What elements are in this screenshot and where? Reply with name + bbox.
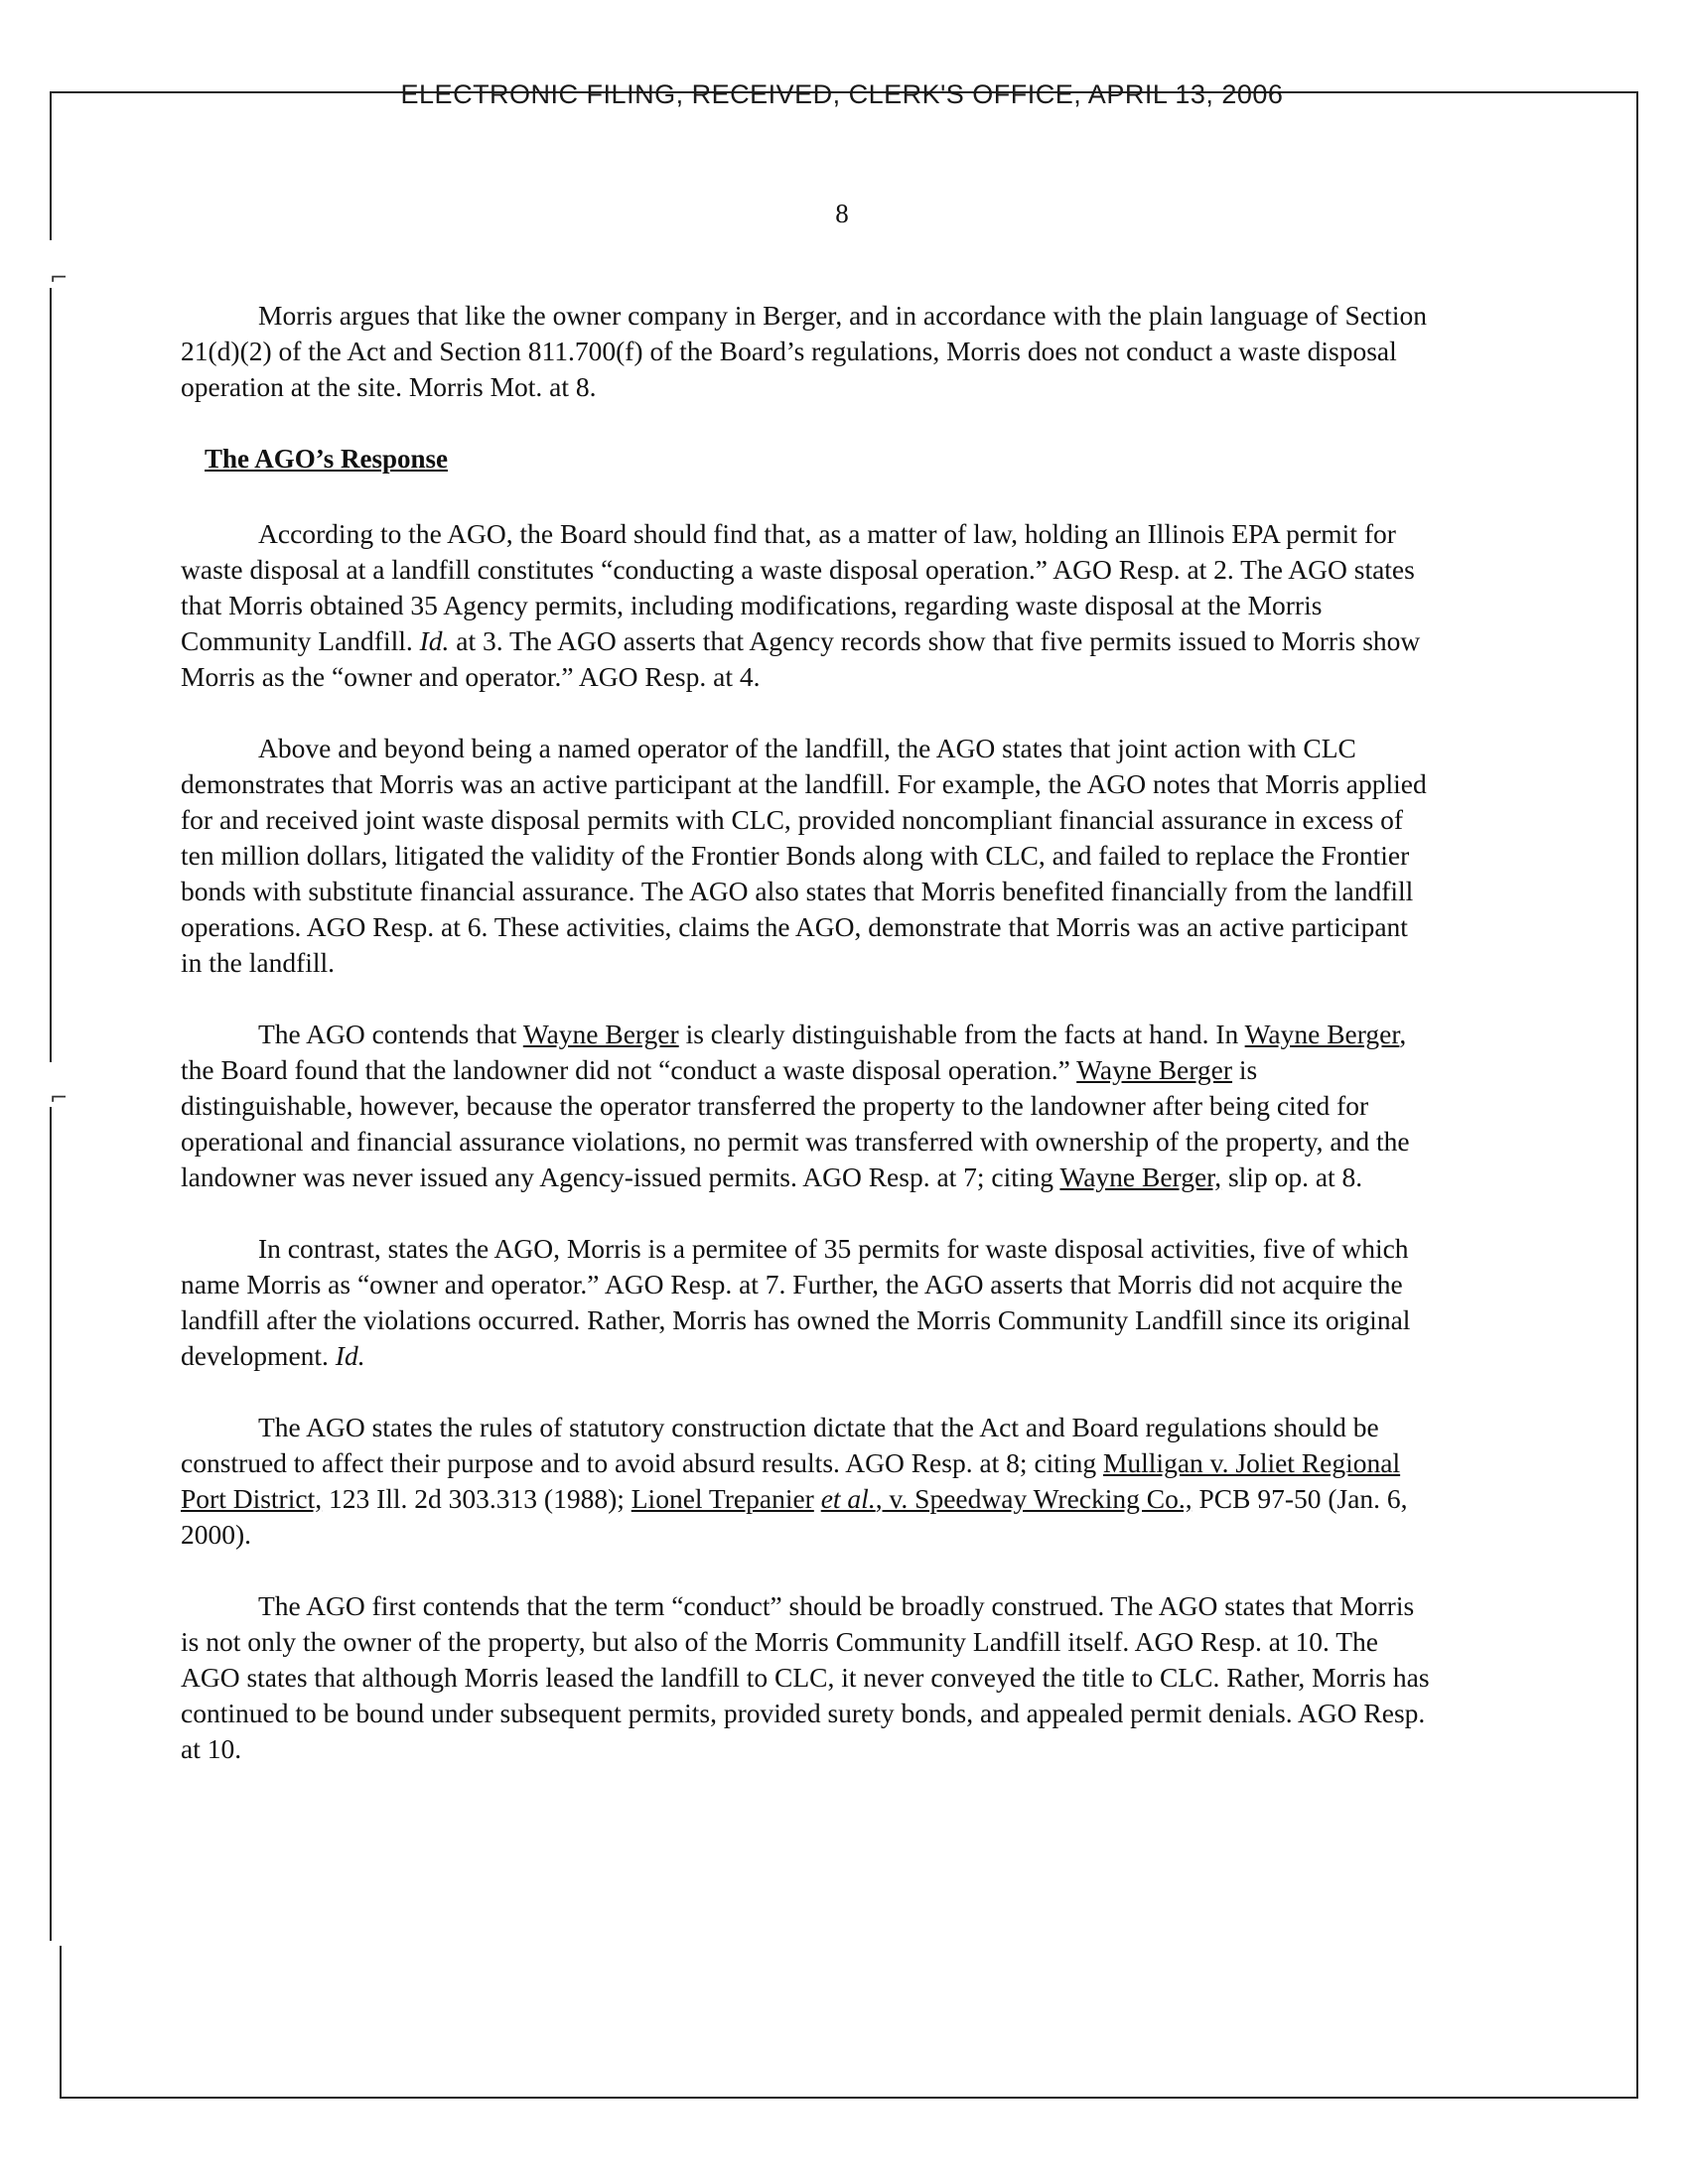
paragraph-text: is distinguishable, however, because the operator transferred the property to the landowner after being cited for operational and financial assurance violations, no permit was transferred with ownership of the property, and the landowner was never issued any Agency-issued permits. AGO Resp. at 7; citing <box>181 1054 1410 1192</box>
page-frame-left <box>50 288 52 1062</box>
case-citation: , v. Speedway Wrecking Co., <box>875 1483 1193 1514</box>
paragraph-conduct-construed: The AGO first contends that the term “conduct” should be broadly construed. The AGO states that Morris is not only the owner of the property, but also of the Morris Community Landfill itself. AGO Resp. at 10. The AGO states that although Morris leased the landfill to CLC, it never conveyed the title to CLC. Rather, Morris has continued to be bound under subsequent permits, provided surety bonds, and appealed permit denials. AGO Resp. at 10. <box>181 1590 1430 1764</box>
case-citation: Lionel Trepanier <box>631 1483 814 1514</box>
binder-hole-mark: ⌐ <box>50 1086 69 1111</box>
binder-hole-mark: ⌐ <box>50 266 69 291</box>
paragraph-text: slip op. at 8. <box>1221 1161 1363 1192</box>
paragraph-contrast <box>181 1231 1432 1374</box>
section-heading: The AGO’s Response <box>205 444 449 474</box>
page-frame-right <box>1636 91 1638 2097</box>
paragraph-text: In contrast, states the AGO, Morris is a permitee of 35 permits for waste disposal activities, five of which name Morris as “owner and operator.” AGO Resp. at 7. Further, the AGO asserts that Morris did not acquire the landfill after the violations occurred. Rather, Morris has owned the Morris Community Landfill since its original development. <box>181 1233 1411 1371</box>
case-citation: Wayne Berger, <box>1059 1161 1222 1192</box>
paragraph-text: According to the AGO, the Board should find that, as a matter of law, holding an Illinois EPA permit for waste disposal at a landfill constitutes “conducting a waste disposal operation.” AGO Resp. at 2. The AGO states that Morris obtained 35 Agency permits, including modifications, regarding waste disposal at the Morris Community Landfill. <box>181 518 1415 656</box>
id-citation: Id. <box>335 1340 365 1371</box>
paragraph-morris-argument: Morris argues that like the owner company in Berger, and in accordance with the plain language of Section 21(d)(2) of the Act and Section 811.700(f) of the Board’s regulations, Morris does not conduct a waste disposal operation at the site. Morris Mot. at 8. <box>181 300 1427 402</box>
document-body <box>181 298 1432 1803</box>
case-citation: Wayne Berger <box>1076 1054 1233 1085</box>
paragraph-active-participant: Above and beyond being a named operator of the landfill, the AGO states that joint action with CLC demonstrates that Morris was an active participant at the landfill. For example, the AGO notes that Morris applied for and received joint waste disposal permits with CLC, provided noncompliant financial assurance in excess of ten million dollars, litigated the validity of the Frontier Bonds along with CLC, and failed to replace the Frontier bonds with substitute financial assurance. The AGO also states that Morris benefited financially from the landfill operations. AGO Resp. at 6. These activities, claims the AGO, demonstrate that Morris was an active participant in the landfill. <box>181 733 1427 978</box>
paragraph-statutory-construction <box>181 1410 1432 1553</box>
case-citation: Mulligan v. Joliet Regional Port District, <box>181 1447 1401 1514</box>
paragraph-text: The AGO contends that <box>258 1019 523 1049</box>
case-citation: Wayne Berger <box>1244 1019 1400 1049</box>
case-citation: Wayne Berger <box>522 1019 679 1049</box>
paragraph-wayne-berger <box>181 1017 1432 1195</box>
paragraph-ago-permits <box>181 516 1432 695</box>
paragraph-text: at 3. The AGO asserts that Agency records show that five permits issued to Morris show Morris as the “owner and operator.” AGO Resp. at 4. <box>181 625 1421 692</box>
page-frame-bottom <box>60 2097 1638 2099</box>
paragraph-text: The AGO states the rules of statutory construction dictate that the Act and Board regulations should be construed to affect their purpose and to avoid absurd results. AGO Resp. at 8; citing <box>181 1412 1379 1478</box>
page-number: 8 <box>835 199 849 228</box>
page-frame-left <box>50 1107 52 1941</box>
paragraph-text: 123 Ill. 2d 303.313 (1988); <box>322 1483 632 1514</box>
case-citation: et al. <box>820 1483 876 1514</box>
page-frame-left <box>60 1946 62 2097</box>
paragraph-text: PCB 97-50 (Jan. 6, 2000). <box>181 1483 1408 1550</box>
paragraph-text: is clearly distinguishable from the facts at hand. In <box>678 1019 1245 1049</box>
filing-stamp-header: ELECTRONIC FILING, RECEIVED, CLERK'S OFFICE, APRIL 13, 2006 <box>400 79 1284 109</box>
paragraph-text: , the Board found that the landowner did not “conduct a waste disposal operation.” <box>181 1019 1407 1085</box>
id-citation: Id. <box>419 625 450 656</box>
